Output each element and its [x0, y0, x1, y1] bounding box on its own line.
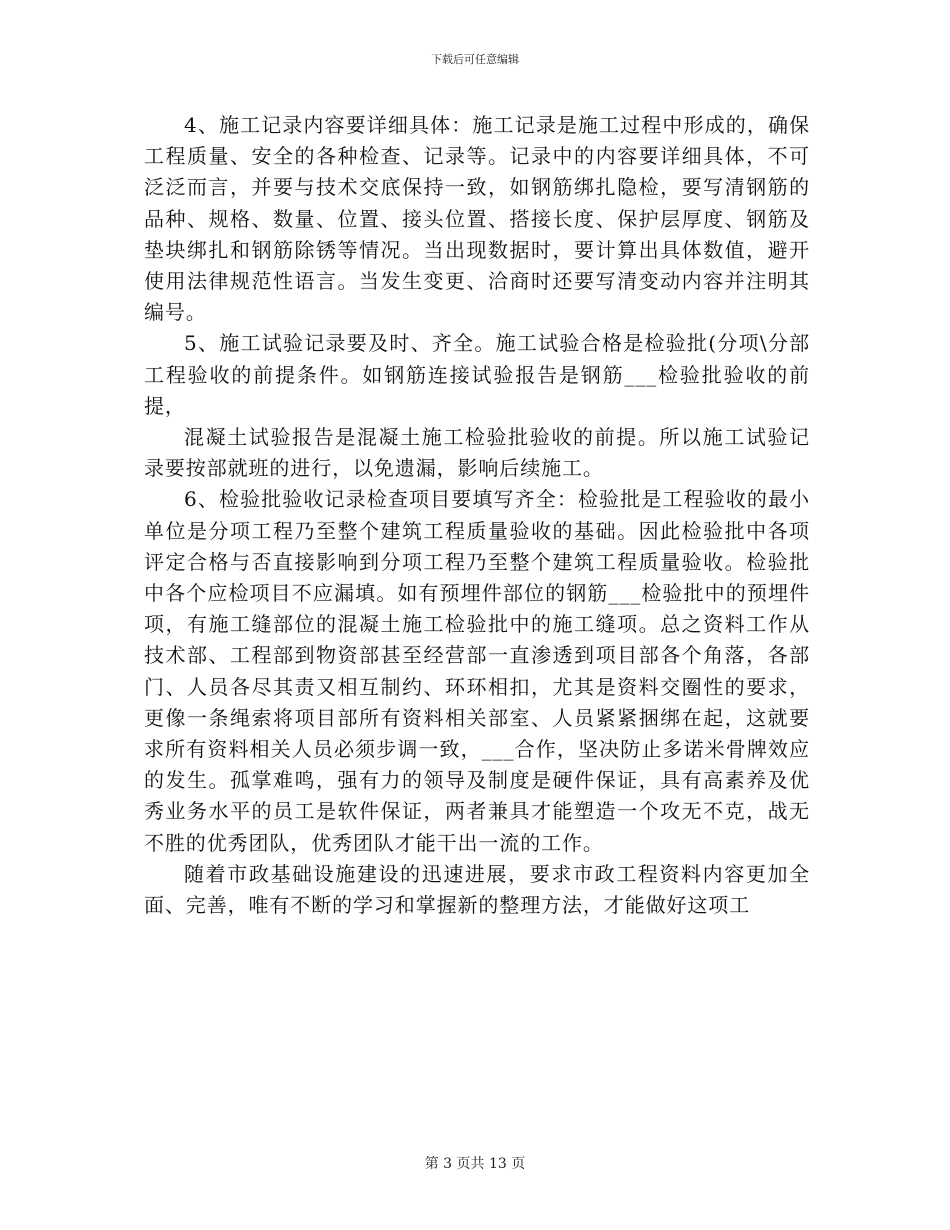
paragraph-item-6-inspection-batch: 6、检验批验收记录检查项目要填写齐全：检验批是工程验收的最小单位是分项工程乃至整个建筑工程质量验收的基础。因此检验批中各项评定合格与否直接影响到分项工程乃至整个建筑工程质量验收。检验批中各个应检项目不应漏填。如有预埋件部位的钢筋___检验批中的预埋件项，有施工缝部位的混凝土施工检验批中的施工缝项。总之资料工作从技术部、工程部到物资部甚至经营部一直渗透到项目部各个角落，各部门、人员各尽其责又相互制约、环环相扣，尤其是资料交圈性的要求，更像一条绳索将项目部所有资料相关部室、人员紧紧捆绑在起，这就要求所有资料相关人员必须步调一致，___合作，坚决防止多诺米骨牌效应的发生。孤掌难鸣，强有力的领导及制度是硬件保证，具有高素养及优秀业务水平的员工是软件保证，两者兼具才能塑造一个攻无不克，战无不胜的优秀团队，优秀团队才能干出一流的工作。 — [144, 487, 810, 855]
paragraph-concrete-test-report: 混凝土试验报告是混凝土施工检验批验收的前提。所以施工试验记录要按部就班的进行，以免遗漏，影响后续施工。 — [144, 425, 810, 481]
paragraph-municipal-development: 随着市政基础设施建设的迅速进展，要求市政工程资料内容更加全面、完善，唯有不断的学习和掌握新的整理方法，才能做好这项工 — [144, 861, 810, 918]
page-header: 下载后可任意编辑 — [431, 53, 519, 66]
paragraph-item-4-construction-records: 4、施工记录内容要详细具体：施工记录是施工过程中形成的，确保工程质量、安全的各种检查、记录等。记录中的内容要详细具体，不可泛泛而言，并要与技术交底保持一致，如钢筋绑扎隐检，要写清钢筋的品种、规格、数量、位置、接头位置、搭接长度、保护层厚度、钢筋及垫块绑扎和钢筋除锈等情况。当出现数据时，要计算出具体数值，避开使用法律规范性语言。当发生变更、洽商时还要写清变动内容并注明其编号。 — [144, 113, 810, 325]
paragraph-item-5-construction-tests: 5、施工试验记录要及时、齐全。施工试验合格是检验批(分项\分部工程验收的前提条件。如钢筋连接试验报告是钢筋___检验批验收的前提， — [144, 331, 810, 418]
document-body — [144, 110, 810, 921]
page-number-footer: 第 3 页共 13 页 — [424, 1156, 526, 1172]
